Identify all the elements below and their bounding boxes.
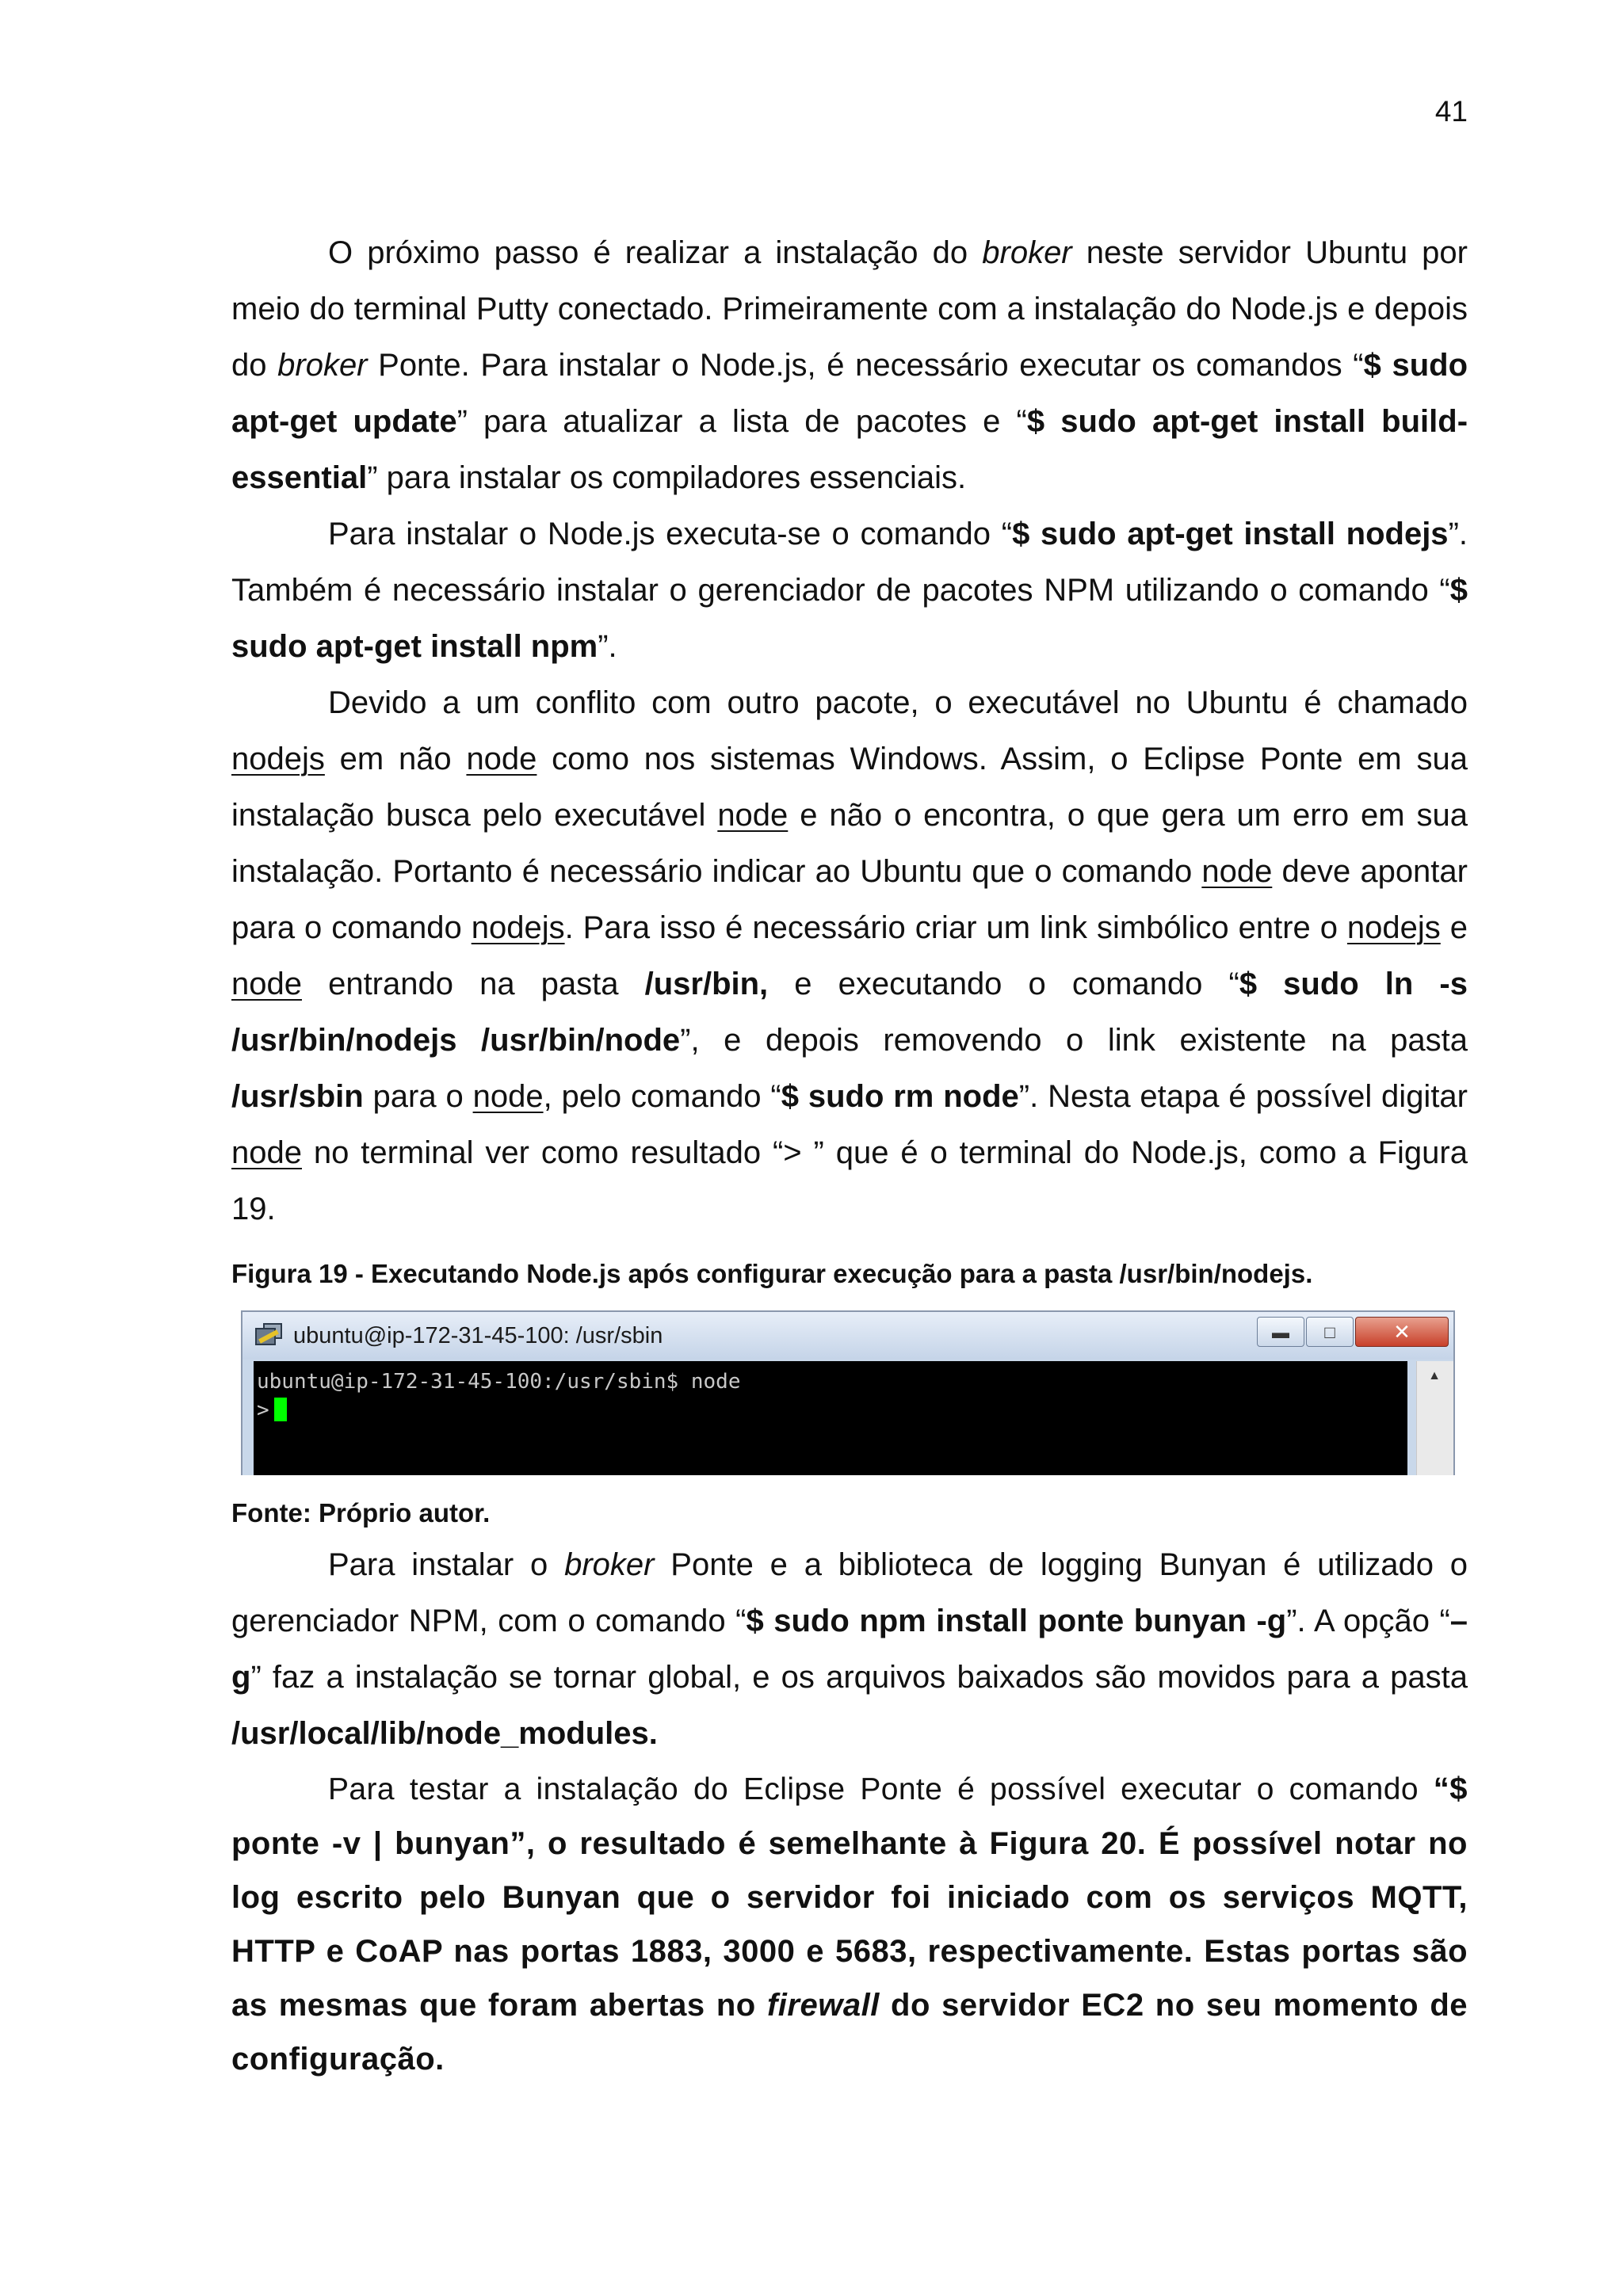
- window-controls: [1257, 1317, 1449, 1347]
- paragraph-5: Para testar a instalação do Eclipse Ponte é possível executar o comando “$ ponte -v | bunyan”, o resultado é semelhante à Figura 20. É possível notar no log escrito pelo Bunyan que o servidor foi iniciado com os serviços MQTT, HTTP e CoAP nas portas 1883, 3000 e 5683, respectivamente. Estas portas são as mesmas que foram abertas no firewall do servidor EC2 no seu momento de configuração.: [231, 1772, 1468, 2077]
- page-number: 41: [1434, 95, 1468, 128]
- terminal-cursor: [274, 1398, 287, 1421]
- scroll-up-icon: ▲: [1428, 1368, 1441, 1383]
- putty-icon: [255, 1323, 282, 1348]
- putty-terminal-screenshot: [241, 1310, 1455, 1475]
- paragraph-1: O próximo passo é realizar a instalação do broker neste servidor Ubuntu por meio do terminal Putty conectado. Primeiramente com a instalação do Node.js e depois do broker Ponte. Para instalar o Node.js, é necessário executar os comandos “$ sudo apt-get update” para atualizar a lista de pacotes e “$ sudo apt-get install build-essential” para instalar os compiladores essenciais.: [231, 235, 1468, 495]
- terminal-line: ubuntu@ip-172-31-45-100:/usr/sbin$ node: [257, 1370, 741, 1394]
- document-body: [231, 225, 1468, 2086]
- paragraph-3: Devido a um conflito com outro pacote, o executável no Ubuntu é chamado nodejs em não node como nos sistemas Windows. Assim, o Eclipse Ponte em sua instalação busca pelo executável node e não o encontra, o que gera um erro em sua instalação. Portanto é necessário indicar ao Ubuntu que o comando node deve apontar para o comando nodejs. Para isso é necessário criar um link simbólico entre o nodejs e node entrando na pasta /usr/bin, e executando o comando “$ sudo ln -s /usr/bin/nodejs /usr/bin/node”, e depois removendo o link existente na pasta /usr/sbin para o node, pelo comando “$ sudo rm node”. Nesta etapa é possível digitar node no terminal ver como resultado “> ” que é o terminal do Node.js, como a Figura 19.: [231, 685, 1468, 1226]
- terminal-prompt: >: [257, 1398, 269, 1422]
- maximize-icon: □: [1306, 1317, 1354, 1347]
- close-icon: ✕: [1355, 1317, 1449, 1347]
- figure-source: Fonte: Próprio autor.: [231, 1498, 491, 1527]
- minimize-icon: ▬: [1257, 1317, 1304, 1347]
- terminal-prompt-line: [257, 1396, 1404, 1425]
- window-titlebar: [242, 1312, 1453, 1360]
- terminal-screen: [254, 1361, 1407, 1475]
- figure-caption: Figura 19 - Executando Node.js após configurar execução para a pasta /usr/bin/nodejs.: [231, 1259, 1313, 1288]
- scrollbar: [1416, 1361, 1453, 1475]
- paragraph-4: Para instalar o broker Ponte e a biblioteca de logging Bunyan é utilizado o gerenciador NPM, com o comando “$ sudo npm install ponte bunyan -g”. A opção “–g” faz a instalação se tornar global, e os arquivos baixados são movidos para a pasta /usr/local/lib/node_modules.: [231, 1547, 1468, 1751]
- paragraph-2: Para instalar o Node.js executa-se o comando “$ sudo apt-get install nodejs”. Também é necessário instalar o gerenciador de pacotes NPM utilizando o comando “$ sudo apt-get install npm”.: [231, 517, 1468, 664]
- window-title: ubuntu@ip-172-31-45-100: /usr/sbin: [293, 1322, 663, 1348]
